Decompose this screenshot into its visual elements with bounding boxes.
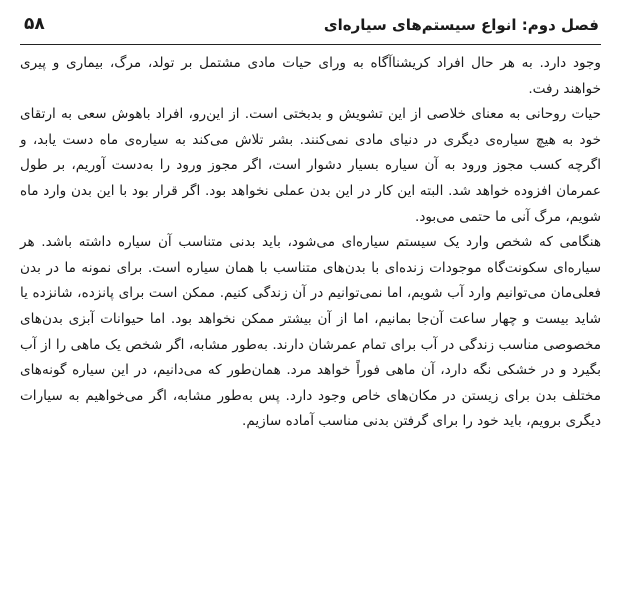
page-number: ۵۸	[24, 14, 45, 34]
chapter-title: فصل دوم: انواع سیستم‌های سیاره‌ای	[323, 16, 599, 34]
paragraph-2: حیات روحانی به معنای خلاصی از این تشویش و بدبختی است. از این‌رو، افراد باهوش سعی به ارتقای خود به هیچ سیاره‌ی دیگری در دنیای مادی نمی‌کنند. بشر تلاش می‌کند به سیاره‌ی ماه دست یابد، و اگرچه کسب مجوز ورود به آن سیاره بسیار دشوار است، اگر مجوز ورود را به‌دست آوریم، بر طول عمرمان افزوده خواهد شد. البته این کار در این بدن عملی نخواهد بود. اگر قرار بود با این بدن وارد ماه شویم، مرگ آنی ما حتمی می‌بود.	[20, 106, 601, 225]
page-header	[20, 14, 601, 45]
paragraph-3: هنگامی که شخص وارد یک سیستم سیاره‌ای می‌شود، باید بدنی متناسب آن سیاره داشته باشد. هر سیاره‌ای سکونت‌گاه موجودات زنده‌ای با بدن‌های متناسب با همان سیاره است. برای نمونه ما در بدن فعلی‌مان می‌توانیم وارد آب شویم، اما نمی‌توانیم در آن زندگی کنیم. ممکن است برای پانزده، شانزده یا شاید بیست و چهار ساعت آن‌جا بمانیم، اما از آن بیشتر ممکن نخواهد بود. اما حیوانات آبزی بدن‌های مخصوصی مناسب زندگی در آب برای تمام عمرشان دارند. به‌طور مشابه، اگر شخص یک ماهی را از آب بگیرد و در خشکی نگه دارد، آن ماهی فوراً خواهد مرد. همان‌طور که می‌دانیم، در این سیاره گونه‌های مختلف بدن برای زیستن در مکان‌های خاص وجود دارد. پس به‌طور مشابه، اگر می‌خواهیم به سیارات دیگری برویم، باید خود را برای گرفتن بدنی مناسب آماده سازیم.	[20, 234, 601, 430]
page-body	[20, 51, 601, 435]
paragraph-1: وجود دارد. به هر حال افراد کریشناآگاه به ورای حیات مادی مشتمل بر تولد، مرگ، بیماری و پیری خواهند رفت.	[20, 55, 601, 97]
